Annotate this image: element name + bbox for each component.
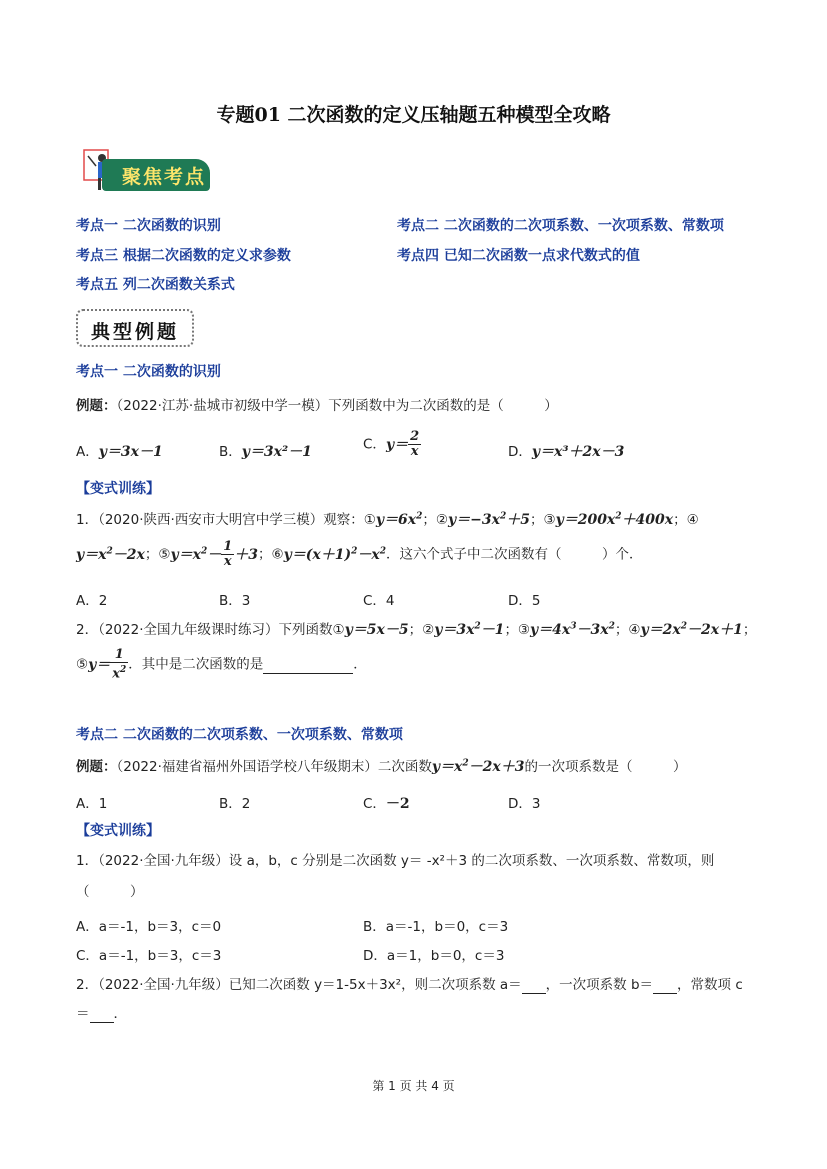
sec1-q2-line1: 2．（2022·全国九年级课时练习）下列函数①y＝5x－5；$②y=3x^2-1$；$③y=4x^3-3x^2$；$④y=2x^2-2x+1$； (76, 621, 757, 638)
sec1-option-d-formula: y＝x³＋2x－3 (531, 444, 625, 460)
sec2-q2-line2 (76, 1002, 127, 1023)
kaodian-5: 考点五 列二次函数关系式 (76, 277, 235, 293)
sec1-option-b-formula: y＝3x²－1 (241, 444, 312, 460)
sec1-option-d[interactable] (508, 440, 624, 461)
kaodian-1: 考点一 二次函数的识别 (76, 218, 221, 234)
option-letter: B． (219, 444, 242, 460)
sec1-option-a-formula: y＝3x－1 (98, 444, 163, 460)
sec2-heading: 考点二 二次函数的二次项系数、一次项系数、常数项 (76, 727, 403, 743)
option-letter: A． (76, 444, 99, 460)
sec1-q2-answer-blank[interactable] (263, 657, 353, 674)
typical-examples-box (76, 309, 194, 347)
sec1-example (76, 394, 558, 414)
sec1-q1-line2: $y=x^2-2x$；$⑤y=x^2-$ $\frac{1}{x}$ ＋3；$⑥y=(x+1)^2-x^2$．这六个式子中二次函数有（ ）个． (76, 539, 643, 569)
page-footer: 第 1 页 共 4 页 (372, 1079, 455, 1093)
sec2-example-question: 的一次项系数是（ ） (524, 759, 687, 775)
sec2-example: 例题：（2022·福建省福州外国语学校八年级期末）二次函数$y=x^2-2x+3$的一次项系数是（ ） (76, 758, 687, 775)
option-letter: C． (363, 436, 386, 453)
focus-badge (76, 146, 210, 196)
sec2-q2-blank-a[interactable] (522, 977, 546, 994)
sec1-heading: 考点一 二次函数的识别 (76, 364, 221, 380)
kaodian-3: 考点三 根据二次函数的定义求参数 (76, 248, 291, 264)
sec1-option-b[interactable] (219, 440, 312, 461)
sec2-example-source: （2022·福建省福州外国语学校八年级期末）二次函数 (116, 759, 432, 775)
sec1-q2-source: 2．（2022·全国九年级课时练习）下列函数 (76, 622, 333, 638)
sec2-q2-blank-c[interactable] (90, 1006, 114, 1023)
sec2-q1-option-d[interactable]: D．a＝1，b＝0，c＝3 (363, 948, 505, 964)
sec2-option-b[interactable]: B．2 (219, 796, 251, 812)
page-title: 专题01 二次函数的定义压轴题五种模型全攻略 (216, 104, 611, 126)
sec2-variant-heading: 【变式训练】 (76, 823, 160, 839)
sec2-q2-part-c: ，常数项 c (677, 977, 743, 993)
sec1-option-a[interactable] (76, 440, 163, 461)
sec1-q1-option-c[interactable]: C．4 (363, 593, 395, 609)
sec2-q2-equals: ＝ (76, 1006, 90, 1022)
sec1-example-text: （2022·江苏·盐城市初级中学一模）下列函数中为二次函数的是（ ） (116, 398, 558, 414)
sec1-q1-question: 这六个式子中二次函数有（ ）个． (399, 546, 643, 563)
sec1-example-label: 例题： (76, 398, 117, 414)
sec1-q1-line1: 1．（2020·陕西·西安市大明宫中学三模）观察：$①y=6x^2$；$②y=-3x^2+5$；$③y=200x^2+400x$；④ (76, 511, 699, 528)
option-letter: D． (508, 444, 532, 460)
sec2-option-c-value: －2 (385, 796, 410, 812)
sec1-option-c-formula: y＝ $\frac{2}{x}$ (385, 429, 420, 459)
sec2-q2-source: 2．（2022·全国·九年级）已知二次函数 y＝1-5x＋3x²，则二次项系数 a＝ (76, 977, 522, 993)
sec2-option-c[interactable] (363, 792, 410, 813)
sec2-option-a[interactable]: A．1 (76, 796, 108, 812)
sec1-q2-line2: ⑤y＝ $\frac{1}{x^2}$ ．其中是二次函数的是 ． (76, 647, 367, 682)
sec2-q1-line1: 1．（2022·全国·九年级）设 a，b，c 分别是二次函数 y＝ -x²＋3 的二次项系数、一次项系数、常数项，则 (76, 853, 715, 869)
option-letter: C． (363, 796, 386, 812)
sec2-example-label: 例题： (76, 759, 117, 775)
sec2-q1-line2: （ ） (76, 884, 144, 900)
sec2-q2-blank-b[interactable] (653, 977, 677, 994)
sec1-q1-option-a[interactable]: A．2 (76, 593, 108, 609)
sec2-q2-end: ． (113, 1006, 127, 1022)
sec1-q1-option-d[interactable]: D．5 (508, 593, 541, 609)
sec1-q1-option-b[interactable]: B．3 (219, 593, 251, 609)
sec1-q2-end: ． (353, 656, 367, 673)
sec2-option-d[interactable]: D．3 (508, 796, 541, 812)
sec2-q2-line1 (76, 973, 743, 994)
typical-examples-title: 典型例题 (90, 321, 179, 343)
sec2-q1-option-c[interactable]: C．a＝-1，b＝3，c＝3 (76, 948, 222, 964)
sec1-q1-source: 1．（2020·陕西·西安市大明宫中学三模）观察： (76, 512, 364, 528)
kaodian-4: 考点四 已知二次函数一点求代数式的值 (397, 248, 640, 264)
sec2-q1-option-b[interactable]: B．a＝-1，b＝0，c＝3 (363, 919, 509, 935)
sec1-option-c[interactable] (363, 430, 421, 459)
sec2-q1-option-a[interactable]: A．a＝-1，b＝3，c＝0 (76, 919, 222, 935)
sec1-q2-question: ．其中是二次函数的是 (128, 656, 264, 673)
sec1-variant-heading: 【变式训练】 (76, 481, 160, 497)
kaodian-2: 考点二 二次函数的二次项系数、一次项系数、常数项 (397, 218, 724, 234)
sec2-q2-part-b: ，一次项系数 b＝ (545, 977, 654, 993)
badge-label: 聚焦考点 (122, 166, 207, 188)
